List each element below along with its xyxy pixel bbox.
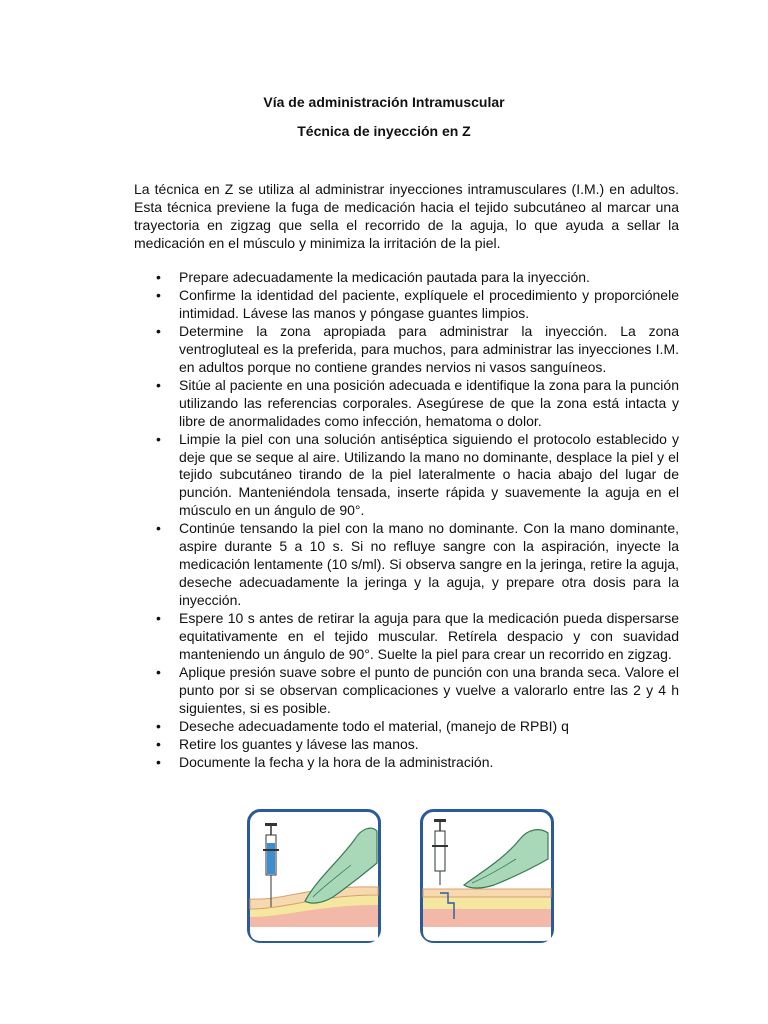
list-item bbox=[134, 520, 679, 610]
intro-paragraph: La técnica en Z se utiliza al administrar inyecciones intramusculares (I.M.) en adultos. Esta técnica previene la fuga de medicación hacia el tejido subcutáneo al marcar una trayectoria en zigzag que sella el recorrido de la aguja, lo que ayuda a sellar la medicación en el músculo y minimiza la irritación de la piel. bbox=[134, 181, 679, 251]
injection-illustration-svg bbox=[247, 809, 381, 943]
list-item bbox=[134, 287, 679, 323]
steps-list bbox=[134, 269, 679, 772]
list-item bbox=[134, 377, 679, 431]
bullet-icon: • bbox=[156, 753, 161, 770]
bullet-icon: • bbox=[156, 286, 161, 303]
bullet-icon: • bbox=[156, 717, 161, 734]
list-item-text: Retire los guantes y lávese las manos. bbox=[179, 735, 419, 752]
finger-flange bbox=[432, 845, 448, 847]
list-item-text: Determine la zona apropiada para administrar la inyección. La zona ventrogluteal es la preferida, para muchos, para administrar las inyecciones I.M. en adultos porque no contiene grandes nervios ni vasos sanguíneos. bbox=[179, 322, 679, 375]
bullet-icon: • bbox=[156, 663, 161, 680]
list-item bbox=[134, 431, 679, 521]
bullet-icon: • bbox=[156, 322, 161, 339]
illustration-injection bbox=[247, 809, 381, 943]
fat-layer bbox=[423, 897, 551, 909]
document-subtitle: Técnica de inyección en Z bbox=[297, 123, 471, 139]
syringe-fluid bbox=[267, 843, 275, 874]
bullet-icon: • bbox=[156, 735, 161, 752]
finger-flange bbox=[263, 849, 279, 851]
document-title: Vía de administración Intramuscular bbox=[263, 94, 505, 110]
bullet-icon: • bbox=[156, 430, 161, 447]
list-item bbox=[134, 664, 679, 718]
bullet-icon: • bbox=[156, 269, 161, 285]
list-item-text: Confirme la identidad del paciente, explíquele el procedimiento y proporciónele intimidad. Lávese las manos y póngase guantes limpios. bbox=[179, 286, 679, 321]
bullet-icon: • bbox=[156, 610, 161, 627]
bullet-icon: • bbox=[156, 520, 161, 537]
frame-bottom bbox=[250, 927, 378, 941]
bullet-icon: • bbox=[156, 376, 161, 393]
list-item bbox=[134, 736, 679, 754]
list-item-text: Sitúe al paciente en una posición adecuada e identifique la zona para la punción utilizando las referencias corporales. Asegúrese de que la zona está intacta y libre de anormalidades como infección, hematoma o dolor. bbox=[179, 376, 679, 429]
list-item bbox=[134, 754, 679, 772]
list-item bbox=[134, 323, 679, 377]
list-item bbox=[134, 269, 679, 287]
list-item-text: Espere 10 s antes de retirar la aguja para que la medicación pueda dispersarse equitativamente en el tejido muscular. Retírela despacio y con suavidad manteniendo un ángulo de 90°. Suelte la piel para crear un recorrido en zigzag. bbox=[179, 610, 679, 663]
list-item bbox=[134, 718, 679, 736]
zigzag-illustration-svg bbox=[420, 809, 554, 943]
syringe-barrel-empty bbox=[435, 831, 445, 871]
illustration-zigzag bbox=[420, 809, 554, 943]
plunger-top bbox=[265, 823, 277, 826]
list-item-text: Documente la fecha y la hora de la administración. bbox=[179, 753, 494, 770]
list-item-text: Aplique presión suave sobre el punto de punción con una branda seca. Valore el punto por si se observan complicaciones y vuelve a valorarlo entre las 2 y 4 h siguientes, si es posible. bbox=[179, 663, 679, 716]
list-item-text: Prepare adecuadamente la medicación pautada para la inyección. bbox=[179, 269, 590, 285]
frame-bottom bbox=[423, 927, 551, 941]
list-item-text: Continúe tensando la piel con la mano no dominante. Con la mano dominante, aspire durante 5 a 10 s. Si no refluye sangre con la aspiración, inyecte la medicación lentamente (10 s/ml). Si observa sangre en la jeringa, retire la aguja, deseche adecuadamente la jeringa y la aguja, y prepare otra dosis para la inyección. bbox=[179, 520, 679, 609]
list-item bbox=[134, 610, 679, 664]
muscle-layer bbox=[423, 909, 551, 927]
list-item-text: Limpie la piel con una solución antiséptica siguiendo el protocolo establecido y deje que se seque al aire. Utilizando la mano no dominante, desplace la piel y el tejido subcutáneo tirando de la piel lateralmente o hacia abajo del lugar de punción. Manteniéndola tensada, inserte rápida y suavemente la aguja en el músculo en un ángulo de 90°. bbox=[179, 430, 679, 519]
plunger-top bbox=[434, 819, 446, 822]
list-item-text: Deseche adecuadamente todo el material, (manejo de RPBI) q bbox=[179, 717, 569, 734]
